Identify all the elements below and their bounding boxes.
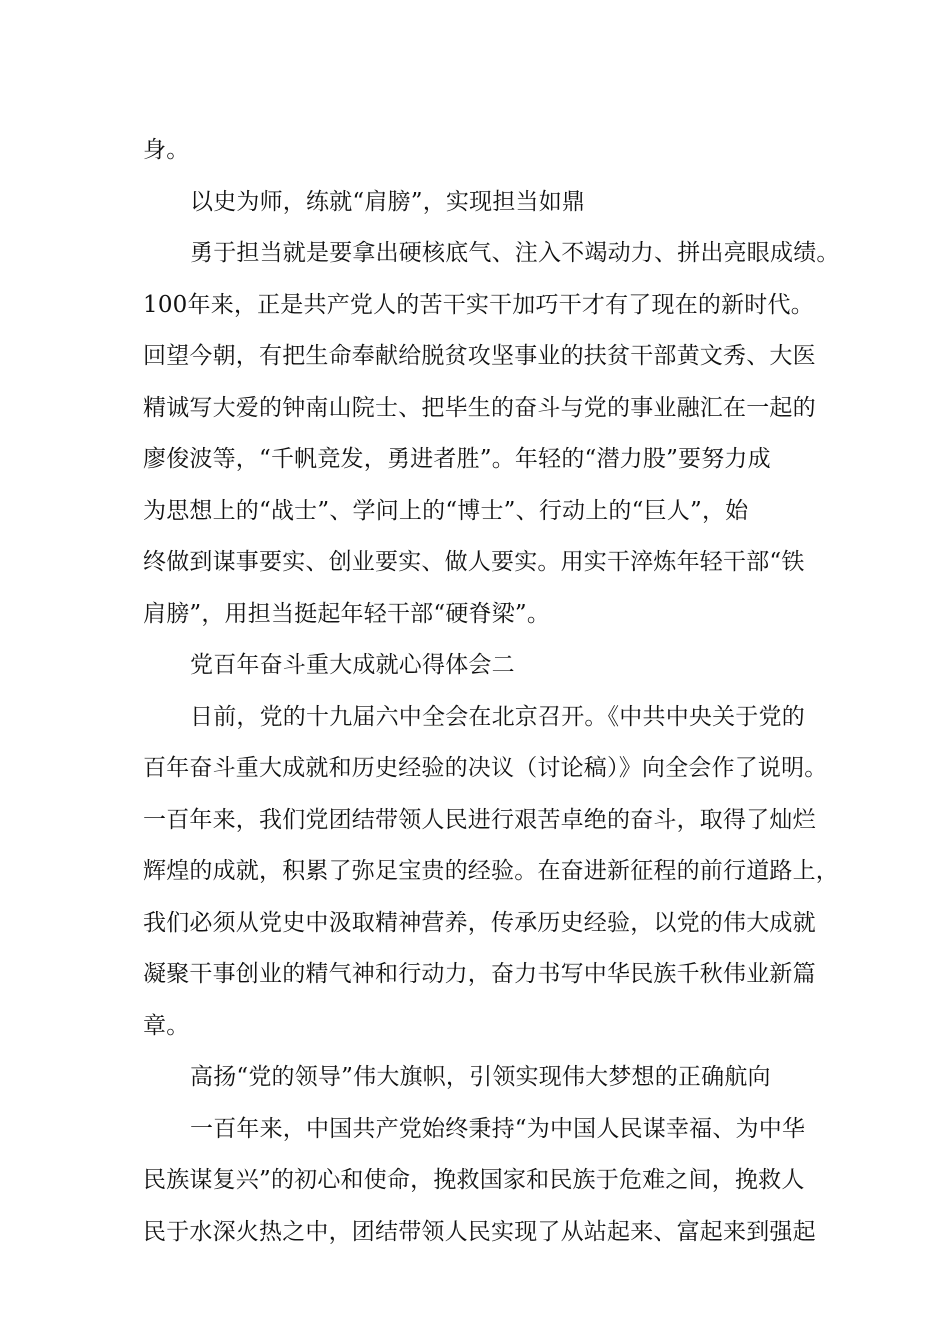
paragraph-line: 一百年来，中国共产党始终秉持“为中国人民谋幸福、为中华: [190, 1116, 806, 1142]
paragraph-line: 我们必须从党史中汲取精神营养，传承历史经验，以党的伟大成就: [143, 910, 816, 936]
paragraph-line: 为思想上的“战士”、学问上的“博士”、行动上的“巨人”，始: [143, 498, 749, 524]
paragraph-line: 百年奋斗重大成就和历史经验的决议（讨论稿）》向全会作了说明。: [143, 755, 828, 781]
paragraph-line: 勇于担当就是要拿出硬核底气、注入不竭动力、拼出亮眼成绩。: [190, 240, 840, 266]
paragraph-line: 一百年来，我们党团结带领人民进行艰苦卓绝的奋斗，取得了灿烂: [143, 807, 816, 833]
paragraph-line: 章。: [143, 1013, 190, 1039]
paragraph-line: 日前，党的十九届六中全会在北京召开。《中共中央关于党的: [190, 704, 805, 730]
section-heading: 以史为师，练就“肩膀”，实现担当如鼎: [190, 189, 586, 215]
text-line: 身。: [143, 137, 190, 163]
paragraph-line: 民族谋复兴”的初心和使命，挽救国家和民族于危难之间，挽救人: [143, 1167, 805, 1193]
section-heading: 高扬“党的领导”伟大旗帜，引领实现伟大梦想的正确航向: [190, 1064, 771, 1090]
article-title: 党百年奋斗重大成就心得体会二: [190, 652, 515, 678]
paragraph-line: 回望今朝，有把生命奉献给脱贫攻坚事业的扶贫干部黄文秀、大医: [143, 343, 816, 369]
paragraph-line: 辉煌的成就，积累了弥足宝贵的经验。在奋进新征程的前行道路上，: [143, 858, 839, 884]
paragraph-line: 民于水深火热之中，团结带领人民实现了从站起来、富起来到强起: [143, 1219, 816, 1245]
paragraph-line: 凝聚干事创业的精气神和行动力，奋力书写中华民族千秋伟业新篇: [143, 961, 816, 987]
paragraph-line: 肩膀”，用担当挺起年轻干部“硬脊梁”。: [143, 601, 551, 627]
paragraph-line: 精诚写大爱的钟南山院士、把毕生的奋斗与党的事业融汇在一起的: [143, 395, 816, 421]
paragraph-line: 100年来，正是共产党人的苦干实干加巧干才有了现在的新时代。: [143, 292, 814, 318]
paragraph-line: 廖俊波等，“千帆竞发，勇进者胜”。年轻的“潜力股”要努力成: [143, 446, 771, 472]
paragraph-line: 终做到谋事要实、创业要实、做人要实。用实干淬炼年轻干部“铁: [143, 549, 805, 575]
